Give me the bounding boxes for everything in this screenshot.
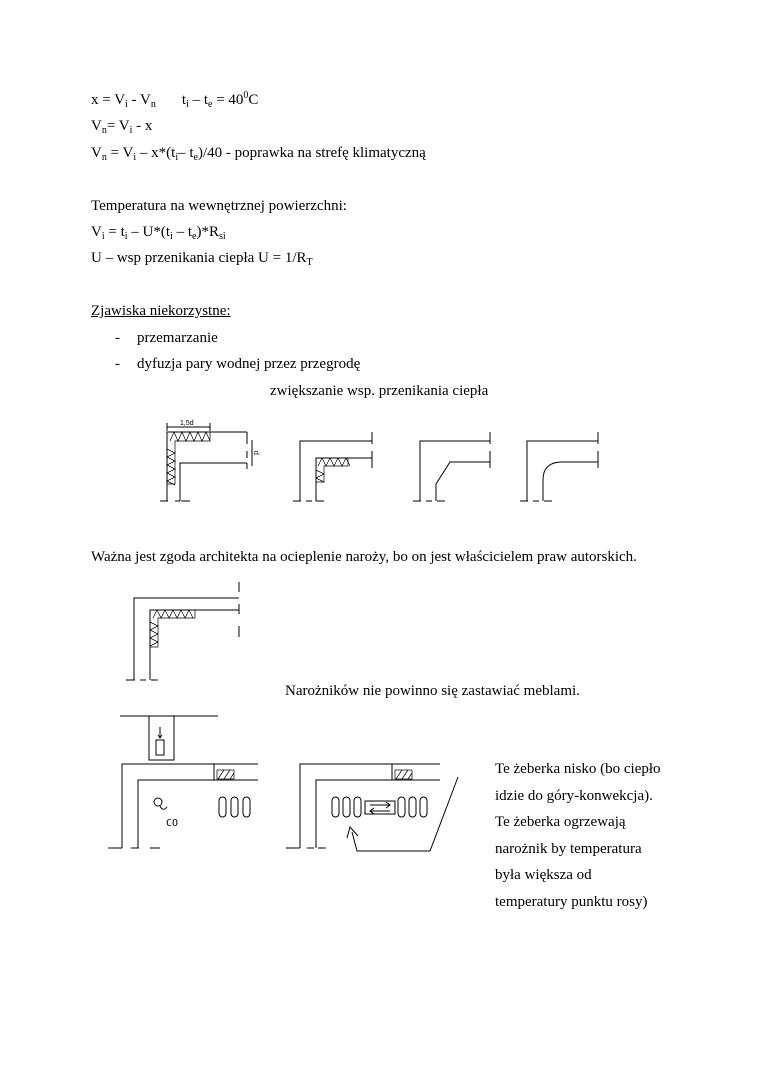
formula-text: C <box>248 92 259 108</box>
note-line: temperatury punktu rosy) <box>495 893 648 910</box>
subscript: i <box>133 152 137 163</box>
formula-text: = t <box>104 224 125 240</box>
subscript: i <box>186 99 189 110</box>
corner-detail-insulated-large <box>126 582 239 680</box>
subscript: n <box>101 152 107 163</box>
formula-text: – U*(t <box>127 224 171 240</box>
superscript: 0 <box>243 90 249 101</box>
subscript: e <box>208 99 213 110</box>
subscript: si <box>218 231 226 242</box>
formula-text: = V <box>106 118 130 134</box>
formula-text: = 40 <box>212 92 244 108</box>
formula-text: - x <box>132 118 153 134</box>
phenomena-heading: Zjawiska niekorzystne: <box>91 303 231 319</box>
architect-note: Ważna jest zgoda architekta na ocieplenie naroży, bo on jest właścicielem praw autorskich. <box>91 549 637 565</box>
note-line: narożnik by temperatura <box>495 840 642 857</box>
furniture-diagram-radiator <box>108 716 258 848</box>
note-line: była większa od <box>495 867 592 883</box>
formula-text: V <box>91 224 102 240</box>
subscript: n <box>150 99 156 110</box>
surface-heading: Temperatura na wewnętrznej powierzchni: <box>91 198 347 214</box>
corner-detail-insulated <box>160 420 259 501</box>
subscript: i <box>124 231 128 242</box>
corner-detail-chamfer <box>413 432 490 501</box>
formula-text: U – wsp przenikania ciepła U = 1/R <box>91 250 307 266</box>
subscript: i <box>125 99 128 110</box>
formula-text: – t <box>178 145 194 161</box>
subscript: e <box>193 152 198 163</box>
subscript: i <box>129 125 133 136</box>
formula-text: – t <box>188 92 208 108</box>
co-label: CO <box>166 818 179 829</box>
diagram-caption: zwiększanie wsp. przenikania ciepła <box>270 383 489 399</box>
note-line: Te żeberka nisko (bo ciepło <box>495 761 661 777</box>
subscript: n <box>101 125 107 136</box>
bullet-dash: - <box>115 356 120 372</box>
formula-text: V <box>91 145 102 161</box>
subscript: e <box>192 231 197 242</box>
formula-text: - V <box>127 92 151 108</box>
note-line: Te żeberka ogrzewają <box>495 814 626 830</box>
note-line: idzie do góry-konwekcja). <box>495 787 653 804</box>
dimension-label-top: 1,5d <box>180 420 194 427</box>
formula-text: = V <box>106 145 134 161</box>
corner-detail-outer-insulation <box>293 432 372 501</box>
bullet-dash: - <box>115 330 120 346</box>
formula-text: )*R <box>196 224 219 240</box>
ribs-note <box>495 756 695 915</box>
formula-text: )/40 - poprawka na strefę klimatyczną <box>197 145 426 161</box>
formula-text: V <box>91 118 102 134</box>
furniture-diagram-convection <box>286 764 458 851</box>
furniture-caption: Narożników nie powinno się zastawiać meblami. <box>285 683 580 699</box>
formula-text: – t <box>172 224 192 240</box>
formula-text: x = V <box>91 92 126 108</box>
subscript: i <box>170 231 173 242</box>
list-item-text: przemarzanie <box>137 330 218 346</box>
subscript: i <box>101 231 105 242</box>
subscript: T <box>306 257 313 268</box>
subscript: i <box>175 152 179 163</box>
corner-detail-rounded <box>520 432 598 501</box>
formula-text: t <box>181 92 187 108</box>
formula-text: – x*(t <box>136 145 176 161</box>
dimension-label-side: d <box>252 451 259 455</box>
list-item-text: dyfuzja pary wodnej przez przegrodę <box>137 356 361 372</box>
